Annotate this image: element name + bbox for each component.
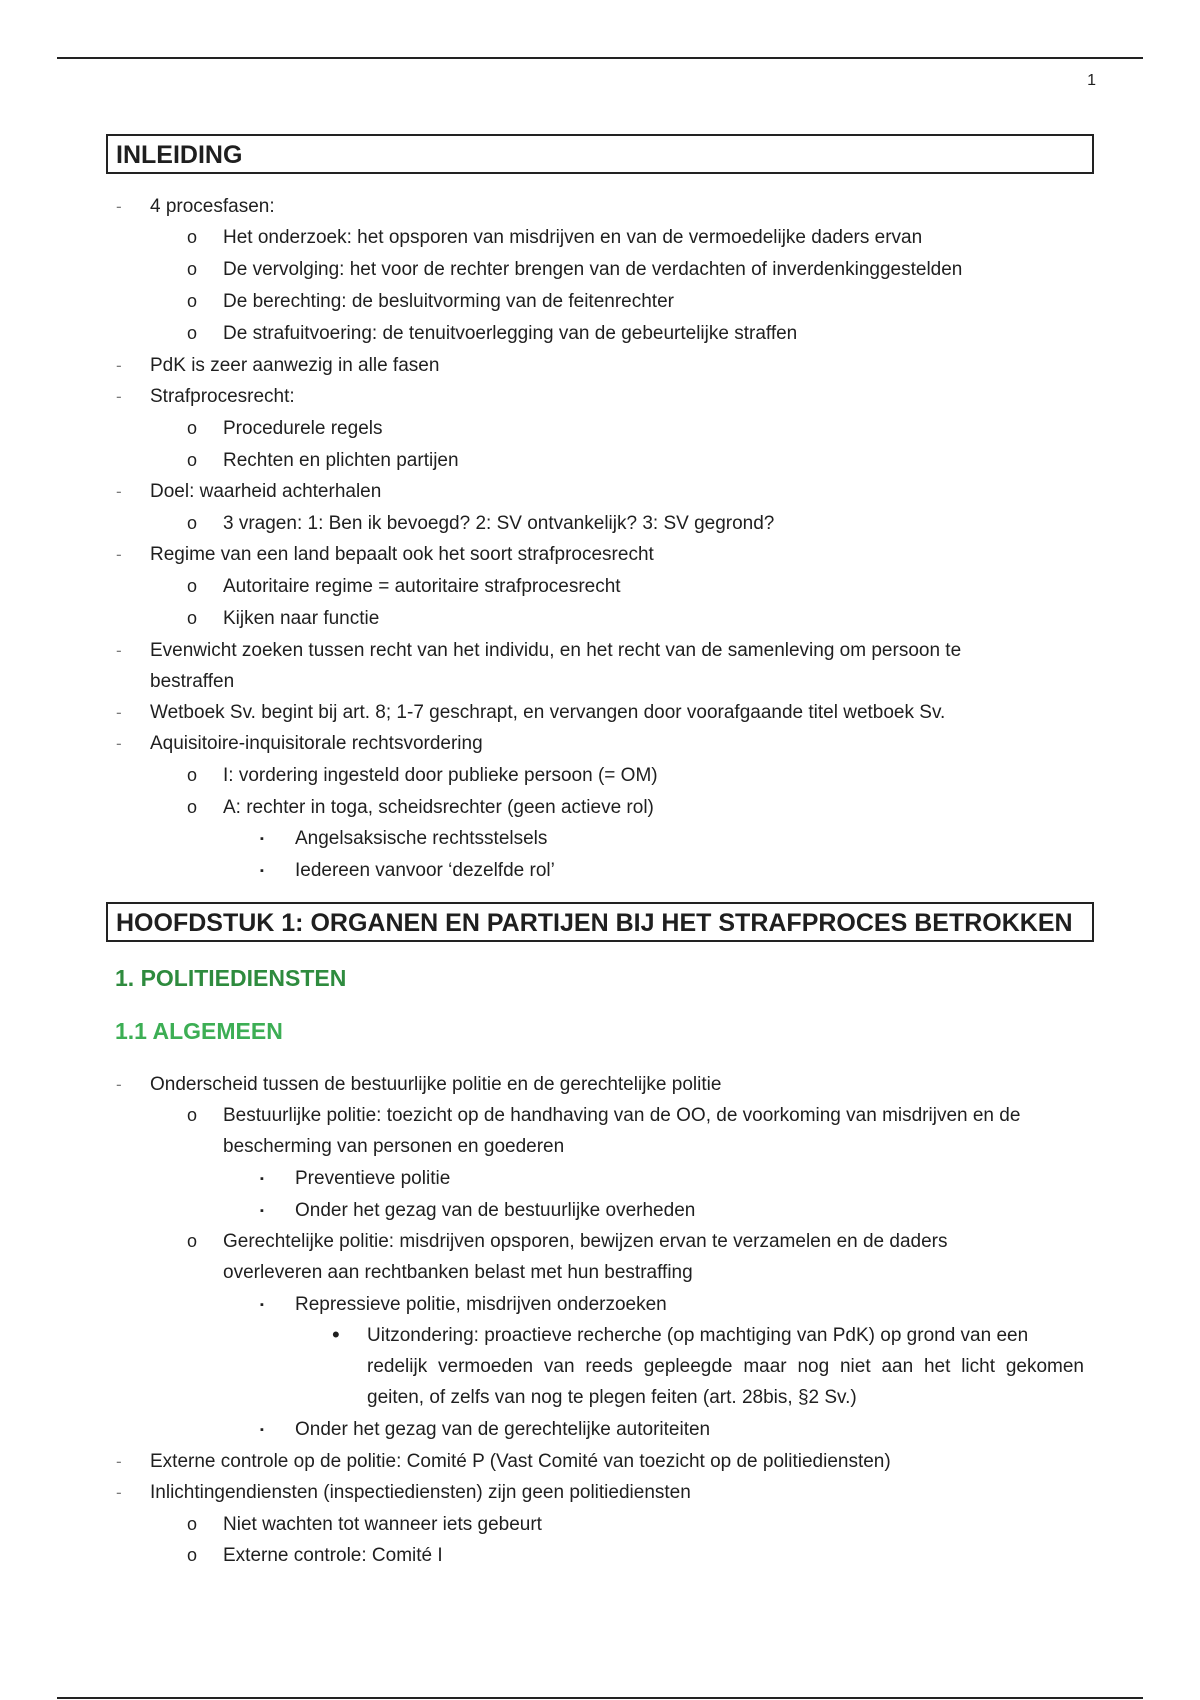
list-item: o 3 vragen: 1: Ben ik bevoegd? 2: SV ontvankelijk? 3: SV gegrond? [223, 508, 1084, 539]
list-item: o Autoritaire regime = autoritaire strafprocesrecht [223, 571, 1084, 602]
circle-bullet-icon: o [187, 608, 198, 628]
list-item: - Onderscheid tussen de bestuurlijke politie en de gerechtelijke politie [150, 1069, 1084, 1100]
header-rule [57, 57, 1143, 59]
heading-inleiding: INLEIDING [106, 134, 1094, 174]
dash-bullet-icon: - [116, 1452, 122, 1471]
dash-bullet-icon: - [116, 197, 122, 216]
circle-bullet-icon: o [187, 323, 198, 343]
list-item: o Kijken naar functie [223, 603, 1084, 634]
list-item: o De strafuitvoering: de tenuitvoerlegging van de gebeurtelijke straffen [223, 318, 1084, 349]
list-item: o Externe controle: Comité I [223, 1540, 1084, 1571]
circle-bullet-icon: o [187, 513, 198, 533]
list-item: ▪ Angelsaksische rechtsstelsels [295, 823, 1084, 854]
circle-bullet-icon: o [187, 1231, 198, 1251]
list-item: - Aquisitoire-inquisitorale rechtsvordering [150, 728, 1084, 759]
list-item: ▪ Repressieve politie, misdrijven onderzoeken [295, 1289, 1084, 1320]
list-item: - Wetboek Sv. begint bij art. 8; 1-7 geschrapt, en vervangen door voorafgaande titel wetboek Sv. [150, 697, 1084, 728]
circle-bullet-icon: o [187, 576, 198, 596]
square-bullet-icon: ▪ [260, 865, 264, 877]
list-item: o Bestuurlijke politie: toezicht op de handhaving van de OO, de voorkoming van misdrijven en de bescherming van personen en goederen [223, 1100, 1084, 1162]
circle-bullet-icon: o [187, 797, 198, 817]
list-item: - Externe controle op de politie: Comité P (Vast Comité van toezicht op de politiediensten) [150, 1446, 1084, 1477]
heading-hoofdstuk-1: HOOFDSTUK 1: ORGANEN EN PARTIJEN BIJ HET STRAFPROCES BETROKKEN [106, 902, 1094, 942]
square-bullet-icon: ▪ [260, 1424, 264, 1436]
footer-rule [57, 1697, 1143, 1699]
circle-bullet-icon: o [187, 418, 198, 438]
list-item: - Regime van een land bepaalt ook het soort strafprocesrecht [150, 539, 1084, 570]
circle-bullet-icon: o [187, 1514, 198, 1534]
list-item: o De berechting: de besluitvorming van de feitenrechter [223, 286, 1084, 317]
list-item: - Evenwicht zoeken tussen recht van het individu, en het recht van de samenleving om persoon te bestraffen [150, 635, 1084, 697]
list-item: - Doel: waarheid achterhalen [150, 476, 1084, 507]
list-item: ▪ Onder het gezag van de gerechtelijke autoriteiten [295, 1414, 1084, 1445]
list-item: • Uitzondering: proactieve recherche (op machtiging van PdK) op grond van een redelijk vermoeden van reeds gepleegde maar nog niet aan het licht gekomen geiten, of zelfs van nog te plegen feiten (art. 28bis, §2 Sv.) [367, 1320, 1084, 1413]
square-bullet-icon: ▪ [260, 833, 264, 845]
circle-bullet-icon: o [187, 1545, 198, 1565]
circle-bullet-icon: o [187, 450, 198, 470]
list-item: - PdK is zeer aanwezig in alle fasen [150, 350, 1084, 381]
dash-bullet-icon: - [116, 387, 122, 406]
dash-bullet-icon: - [116, 482, 122, 501]
list-item: o De vervolging: het voor de rechter brengen van de verdachten of inverdenkinggestelden [223, 254, 1084, 285]
circle-bullet-icon: o [187, 291, 198, 311]
list-item: o Procedurele regels [223, 413, 1084, 444]
list-item: o Niet wachten tot wanneer iets gebeurt [223, 1509, 1084, 1540]
square-bullet-icon: ▪ [260, 1173, 264, 1185]
list-item: ▪ Preventieve politie [295, 1163, 1084, 1194]
dot-bullet-icon: • [332, 1322, 340, 1347]
list-item: o I: vordering ingesteld door publieke persoon (= OM) [223, 760, 1084, 791]
list-item: o Het onderzoek: het opsporen van misdrijven en van de vermoedelijke daders ervan [223, 222, 1084, 253]
dash-bullet-icon: - [116, 545, 122, 564]
circle-bullet-icon: o [187, 259, 198, 279]
dash-bullet-icon: - [116, 1483, 122, 1502]
square-bullet-icon: ▪ [260, 1205, 264, 1217]
subsection-title-algemeen: 1.1 ALGEMEEN [115, 1018, 283, 1044]
dash-bullet-icon: - [116, 1075, 122, 1094]
list-item: ▪ Onder het gezag van de bestuurlijke overheden [295, 1195, 1084, 1226]
list-item: - 4 procesfasen: [150, 191, 1084, 222]
square-bullet-icon: ▪ [260, 1299, 264, 1311]
circle-bullet-icon: o [187, 227, 198, 247]
list-item: o Gerechtelijke politie: misdrijven opsporen, bewijzen ervan te verzamelen en de daders overleveren aan rechtbanken belast met hun bestraffing [223, 1226, 1084, 1288]
page-number: 1 [1087, 72, 1096, 89]
list-item: - Strafprocesrecht: [150, 381, 1084, 412]
circle-bullet-icon: o [187, 1105, 198, 1125]
list-item: o Rechten en plichten partijen [223, 445, 1084, 476]
dash-bullet-icon: - [116, 356, 122, 375]
list-item: o A: rechter in toga, scheidsrechter (geen actieve rol) [223, 792, 1084, 823]
dash-bullet-icon: - [116, 734, 122, 753]
circle-bullet-icon: o [187, 765, 198, 785]
dash-bullet-icon: - [116, 641, 122, 660]
dash-bullet-icon: - [116, 703, 122, 722]
list-item: ▪ Iedereen vanvoor ‘dezelfde rol’ [295, 855, 1084, 886]
section-title-politiediensten: 1. POLITIEDIENSTEN [115, 965, 347, 991]
list-item: - Inlichtingendiensten (inspectiediensten) zijn geen politiediensten [150, 1477, 1084, 1508]
